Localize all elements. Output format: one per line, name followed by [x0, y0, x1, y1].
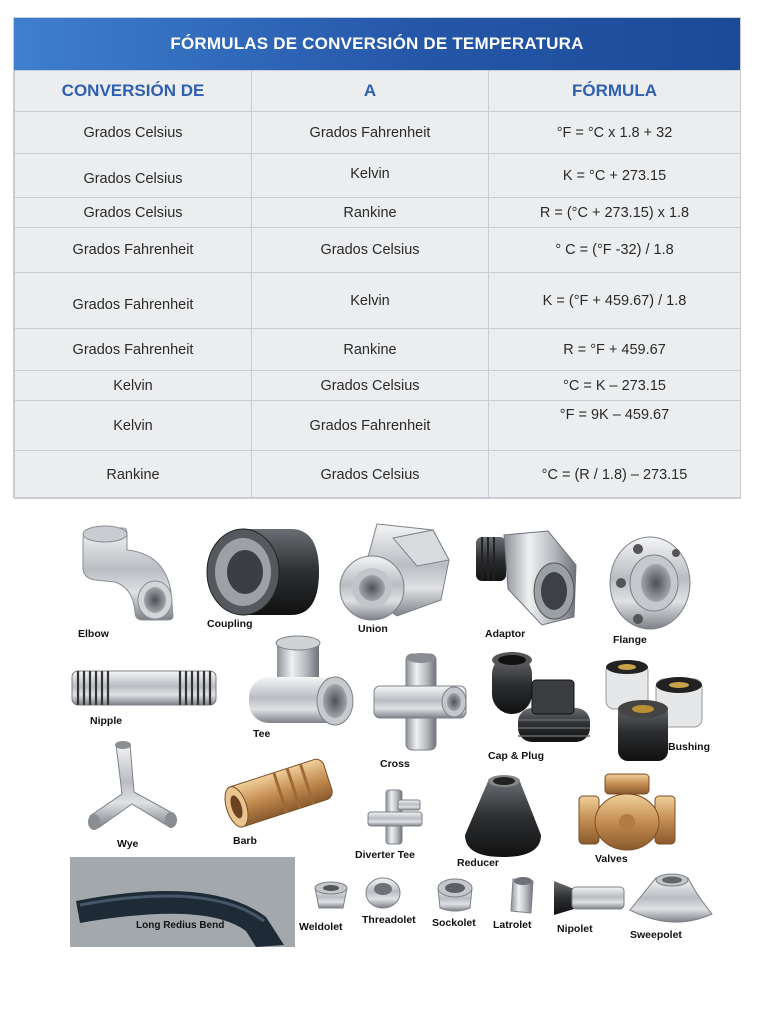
header-row — [15, 71, 741, 112]
valve-image — [575, 770, 680, 860]
cell-from: Grados Fahrenheit — [15, 228, 252, 273]
weldolet-label: Weldolet — [299, 921, 343, 933]
sweepolet-label: Sweepolet — [630, 929, 682, 941]
sweepolet-image — [626, 870, 716, 932]
barb-image — [220, 750, 338, 835]
cell-from: Grados Fahrenheit — [15, 329, 252, 371]
cell-formula: °C = K – 273.15 — [489, 371, 741, 401]
union-label: Union — [358, 623, 388, 635]
header-formula: FÓRMULA — [489, 71, 741, 112]
adaptor-image — [468, 525, 580, 630]
table-title: FÓRMULAS DE CONVERSIÓN DE TEMPERATURA — [14, 18, 740, 70]
sockolet-label: Sockolet — [432, 917, 476, 929]
cell-formula: R = (°C + 273.15) x 1.8 — [489, 198, 741, 228]
cell-from: Kelvin — [15, 371, 252, 401]
table-row — [15, 112, 741, 154]
table-row — [15, 228, 741, 273]
elbow-image — [75, 520, 185, 630]
header-to: A — [252, 71, 489, 112]
flange-image — [608, 533, 692, 633]
cell-from: Grados Celsius — [15, 112, 252, 154]
cross-label: Cross — [380, 758, 410, 770]
cell-formula: K = °C + 273.15 — [489, 154, 741, 198]
cell-formula: ° C = (°F -32) / 1.8 — [489, 228, 741, 273]
table-row — [15, 273, 741, 329]
coupling-label: Coupling — [207, 618, 253, 630]
cell-to: Rankine — [252, 329, 489, 371]
diverter-tee-label: Diverter Tee — [355, 849, 415, 861]
header-from: CONVERSIÓN DE — [15, 71, 252, 112]
cell-to: Kelvin — [252, 154, 489, 198]
union-image — [337, 520, 452, 625]
tee-image — [245, 635, 357, 735]
tee-label: Tee — [253, 728, 271, 740]
cell-formula: °F = 9K – 459.67 — [489, 401, 741, 451]
coupling-image — [203, 525, 321, 620]
valves-label: Valves — [595, 853, 628, 865]
cross-image — [370, 650, 470, 755]
cell-to: Grados Celsius — [252, 371, 489, 401]
formula-table — [14, 70, 741, 499]
nipolet-label: Nipolet — [557, 923, 593, 935]
nipple-image — [70, 667, 218, 709]
barb-label: Barb — [233, 835, 257, 847]
cell-to: Grados Fahrenheit — [252, 112, 489, 154]
cell-formula: °F = °C x 1.8 + 32 — [489, 112, 741, 154]
cell-from: Grados Fahrenheit — [15, 273, 252, 329]
table-row — [15, 198, 741, 228]
cap-plug-label: Cap & Plug — [488, 750, 545, 762]
long-radius-bend-label: Long Redius Bend — [136, 920, 225, 931]
bushing-label: Bushing — [668, 741, 710, 753]
cell-to: Grados Celsius — [252, 451, 489, 499]
table-row — [15, 329, 741, 371]
nipple-label: Nipple — [90, 715, 123, 727]
cell-from: Rankine — [15, 451, 252, 499]
sockolet-image — [434, 874, 476, 914]
table-row — [15, 451, 741, 499]
cell-to: Grados Celsius — [252, 228, 489, 273]
reducer-image — [461, 773, 545, 861]
table-row — [15, 154, 741, 198]
elbow-label: Elbow — [78, 628, 109, 640]
wye-image — [82, 740, 192, 840]
flange-label: Flange — [613, 634, 647, 646]
long-radius-bend-image — [70, 857, 295, 947]
diverter-tee-image — [364, 788, 426, 848]
threadolet-image — [364, 875, 402, 911]
latrolet-label: Latrolet — [493, 919, 532, 931]
cell-formula: K = (°F + 459.67) / 1.8 — [489, 273, 741, 329]
reducer-label: Reducer — [457, 857, 500, 869]
cell-formula: R = °F + 459.67 — [489, 329, 741, 371]
cell-from: Grados Celsius — [15, 154, 252, 198]
conversion-table — [13, 17, 741, 498]
cell-from: Kelvin — [15, 401, 252, 451]
cell-to: Kelvin — [252, 273, 489, 329]
wye-label: Wye — [117, 838, 139, 850]
latrolet-image — [507, 875, 537, 917]
cell-from: Grados Celsius — [15, 198, 252, 228]
weldolet-image — [311, 878, 351, 910]
cap-plug-image — [488, 650, 593, 750]
cell-to: Grados Fahrenheit — [252, 401, 489, 451]
adaptor-label: Adaptor — [485, 628, 526, 640]
nipolet-image — [550, 875, 626, 919]
table-row — [15, 401, 741, 451]
table-row — [15, 371, 741, 401]
cell-formula: °C = (R / 1.8) – 273.15 — [489, 451, 741, 499]
threadolet-label: Threadolet — [362, 914, 416, 926]
cell-to: Rankine — [252, 198, 489, 228]
